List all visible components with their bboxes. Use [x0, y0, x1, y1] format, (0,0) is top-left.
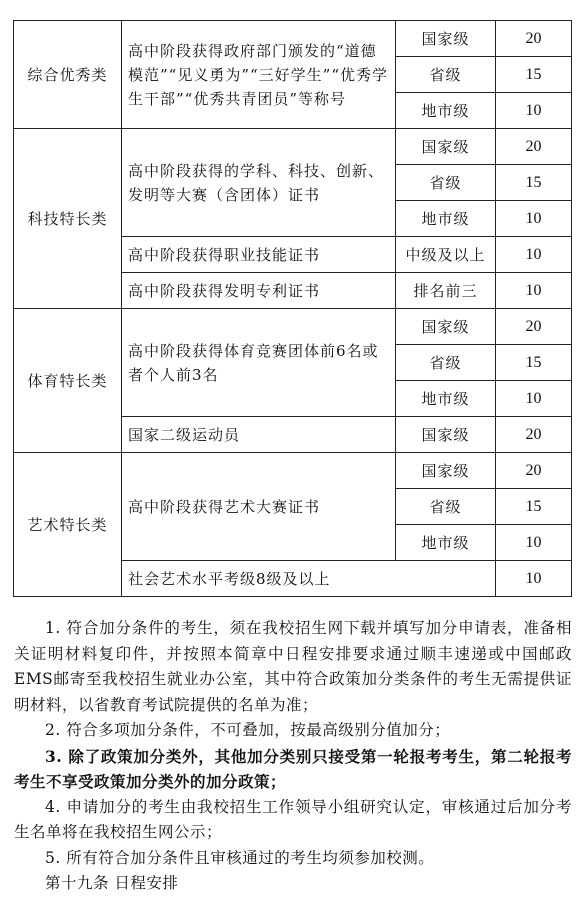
level-cell: 省级 [396, 57, 496, 93]
table-row [14, 309, 572, 345]
points-cell: 15 [496, 57, 572, 93]
condition-cell: 高中阶段获得职业技能证书 [122, 237, 396, 273]
points-cell: 10 [496, 201, 572, 237]
notes-section [14, 616, 572, 897]
condition-cell: 高中阶段获得的学科、科技、创新、发明等大赛（含团体）证书 [122, 129, 396, 237]
points-cell: 10 [496, 93, 572, 129]
category-cell: 体育特长类 [14, 309, 122, 453]
level-cell: 地市级 [396, 93, 496, 129]
condition-cell: 高中阶段获得艺术大赛证书 [122, 453, 396, 561]
points-cell: 20 [496, 21, 572, 57]
note-item-5: 5. 所有符合加分条件且审核通过的考生均须参加校测。 [45, 848, 435, 867]
table-row [14, 453, 572, 489]
level-cell: 排名前三 [396, 273, 496, 309]
note-item-4: 4. 申请加分的考生由我校招生工作领导小组研究认定，审核通过后加分考生名单将在我校招生网公示； [14, 797, 572, 841]
level-cell: 省级 [396, 489, 496, 525]
level-cell: 国家级 [396, 453, 496, 489]
table-row [14, 129, 572, 165]
points-cell: 20 [496, 309, 572, 345]
points-cell: 10 [496, 273, 572, 309]
points-cell: 10 [496, 525, 572, 561]
points-cell: 15 [496, 345, 572, 381]
condition-cell: 高中阶段获得发明专利证书 [122, 273, 396, 309]
level-cell: 国家级 [396, 417, 496, 453]
note-item-3: 3. 除了政策加分类外，其他加分类别只接受第一轮报考考生，第二轮报考考生不享受政策加分类外的加分政策； [14, 746, 572, 791]
level-cell: 中级及以上 [396, 237, 496, 273]
condition-cell: 高中阶段获得政府部门颁发的“道德模范”“见义勇为”“三好学生”“优秀学生干部”“优秀共青团员”等称号 [122, 21, 396, 129]
condition-cell: 国家二级运动员 [122, 417, 396, 453]
level-cell: 省级 [396, 165, 496, 201]
points-cell: 10 [496, 237, 572, 273]
level-cell: 地市级 [396, 381, 496, 417]
points-cell: 20 [496, 129, 572, 165]
bonus-points-table [13, 20, 572, 597]
points-cell: 10 [496, 381, 572, 417]
level-cell: 国家级 [396, 129, 496, 165]
points-cell: 15 [496, 489, 572, 525]
points-cell: 10 [496, 561, 572, 597]
category-cell: 综合优秀类 [14, 21, 122, 129]
note-item-1: 1. 符合加分条件的考生，须在我校招生网下载并填写加分申请表，准备相关证明材料复印件，并按照本简章中日程安排要求通过顺丰速递或中国邮政EMS邮寄至我校招生就业办公室，其中符合政策加分类条件的考生无需提供证明材料，以省教育考试院提供的名单为准； [14, 619, 572, 714]
section-heading: 第十九条 日程安排 [45, 874, 179, 892]
condition-cell: 高中阶段获得体育竞赛团体前6名或者个人前3名 [122, 309, 396, 417]
level-cell: 国家级 [396, 309, 496, 345]
category-cell: 艺术特长类 [14, 453, 122, 597]
points-cell: 15 [496, 165, 572, 201]
table-row [14, 21, 572, 57]
level-cell: 地市级 [396, 201, 496, 237]
level-cell: 国家级 [396, 21, 496, 57]
condition-cell: 社会艺术水平考级8级及以上 [122, 561, 496, 597]
note-item-2: 2. 符合多项加分条件，不可叠加，按最高级别分值加分； [45, 721, 451, 739]
points-cell: 20 [496, 453, 572, 489]
level-cell: 省级 [396, 345, 496, 381]
level-cell: 地市级 [396, 525, 496, 561]
points-cell: 20 [496, 417, 572, 453]
category-cell: 科技特长类 [14, 129, 122, 309]
